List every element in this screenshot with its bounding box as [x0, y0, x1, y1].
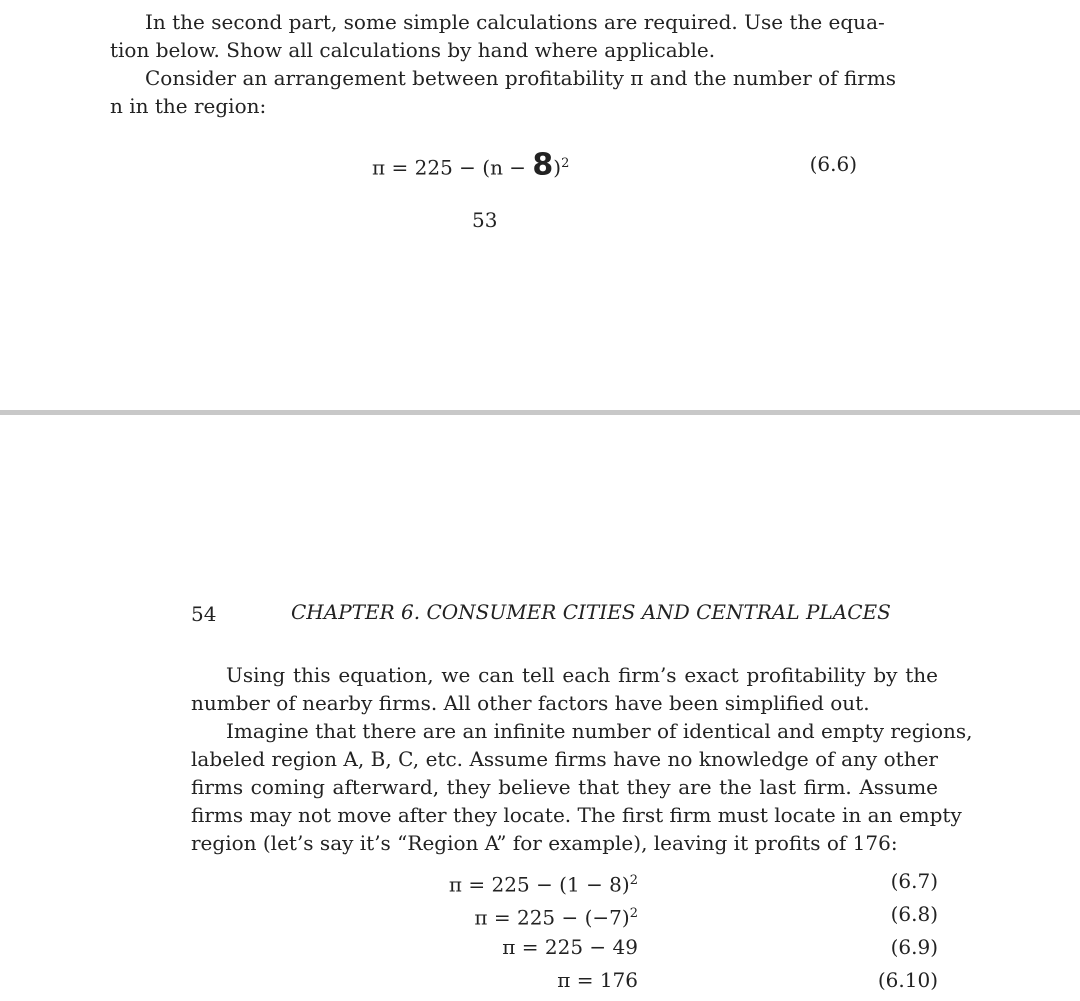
paragraph-line: firms coming afterward, they believe that they are the last firm. Assume [191, 775, 938, 799]
page-divider [0, 410, 1080, 415]
equation-number: (6.7) [890, 869, 938, 893]
equation-6-7: $\pi = 225 - (1 - 8)^2$ [448, 872, 638, 897]
paragraph-line: Imagine that there are an infinite number of identical and empty regions, [226, 719, 973, 743]
equation-number: (6.9) [890, 935, 938, 959]
paragraph-line: region (let’s say it’s “Region A” for example), leaving it profits of 176: [191, 831, 898, 855]
paragraph-line: number of nearby firms. All other factors have been simplified out. [191, 691, 870, 715]
equation-6-9: π = 225 − 49 [502, 935, 638, 959]
highlighted-8: 8 [532, 147, 554, 183]
paragraph-line: In the second part, some simple calculations are required. Use the equa- [145, 10, 885, 34]
equation-number: (6.10) [877, 968, 938, 992]
paragraph-line: Consider an arrangement between profitability π and the number of firms [145, 66, 897, 90]
page-number: 54 [191, 602, 217, 626]
paragraph-line: labeled region A, B, C, etc. Assume firms have no knowledge of any other [191, 747, 938, 771]
running-header: CHAPTER 6. CONSUMER CITIES AND CENTRAL PLACES [291, 600, 891, 624]
equation-6-10: π = 176 [557, 968, 638, 992]
paragraph-line: n in the region: [110, 94, 267, 118]
equation-number: (6.8) [890, 902, 938, 926]
equation-number: (6.6) [809, 152, 857, 176]
paragraph-line: tion below. Show all calculations by hand where applicable. [110, 38, 716, 62]
equation-6-8: $\pi = 225 - (-7)^2$ [474, 905, 638, 930]
equation-6-6: $\pi = 225 - (n - 8)^2$ [372, 147, 570, 183]
paragraph-line: firms may not move after they locate. The first firm must locate in an empty [191, 803, 962, 827]
paragraph-line: Using this equation, we can tell each firm’s exact profitability by the [226, 663, 938, 687]
page-number: 53 [472, 208, 498, 232]
